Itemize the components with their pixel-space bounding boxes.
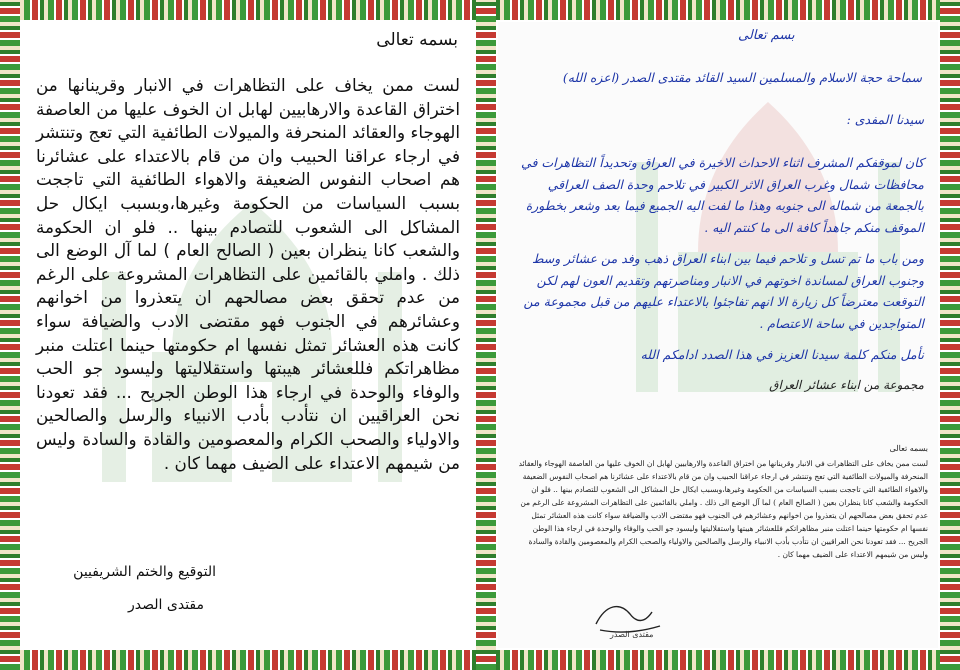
decorative-border-left: [0, 0, 20, 670]
reply-heading: بسمه تعالى: [889, 444, 928, 453]
typed-body-text: لست ممن يخاف على التظاهرات في الانبار وقرينانها من اختراق القاعدة والارهابيين لهابل ان الخوف عليها من العاصفة الهوجاء والعقائد المنحرفة والميولات الطائفية التي تعج وتنتشر في ارجاء عراقنا الحبيب وان من قام بالاعتداء على عشائرنا هم اصحاب النفوس الضعيفة والاهواء الطائفية التي تاججت بسبب السياسات من الحكومة وغيرها،وبسبب ايكال حل المشاكل الى الشعوب للتصادم بينها .. فلو ان الحكومة والشعب كانا ينظران بعين ( الصالح العام ) لما آل الوضع الى ذلك . واملي بالقائمين على التظاهرات المشروعة على الرغم من عدم تحقق بعض مصالحهم ان يتعذروا من اخوانهم وعشائرهم في الجنوب فهو مقتضى الادب والضيافة سواء كانت هذه العشائر تمثل نفسها ام حكومتها حينما اعتلت منبر مظاهراتكم فللعشائر هيبتها واستقلاليتها وليسود جو الحب والوفاء والوحدة في ارجاء هذا الوطن الجريح ... فقد تعودنا نحن العراقيين ان نتأدب بأدب الانبياء والرسل والصالحين والاولياء والصحب الكرام والمعصومين والقادة والسادة وليس من شيمهم الاعتداء على الضيف مهما كان .: [36, 75, 460, 473]
decorative-divider-right: [486, 0, 496, 670]
handwritten-paragraph: كان لموقفكم المشرف اثناء الاحداث الاخيرة في العراق وتحديداً التظاهرات في محافظات شمال وغرب العراق الاثر الكبير في تلاحم وحدة الصف العراقي بالجمعة من شماله الى جنوبه وهذا ما لفت اليه الجميع فيما بعد وشعر بخطورة الموقف منكم جاهداً كافة الى ما كنتم اليه .: [521, 155, 924, 235]
handwritten-title: بسم تعالى: [738, 28, 795, 43]
handwritten-salutation: سيدنا المفدى :: [846, 112, 924, 127]
handwritten-address: سماحة حجة الاسلام والمسلمين السيد القائد مقتدى الصدر (اعزه الله): [562, 70, 922, 85]
reply-signer-name: مقتدى الصدر: [610, 630, 654, 639]
decorative-divider-left: [476, 0, 486, 670]
typed-statement-panel: [22, 22, 474, 648]
handwritten-group-signature: مجموعة من ابناء عشائر العراق: [769, 378, 924, 392]
decorative-border-right: [940, 0, 960, 670]
reply-text: لست ممن يخاف على التظاهرات في الانبار وقرينانها من اختراق القاعدة والارهابيين لهابل ان الخوف عليها من العاصفة الهوجاء والعقائد المنحرفة والميولات الطائفية التي تعج وتنتشر في ارجاء عراقنا الحبيب وان من قام بالاعتداء على عشائرنا هم اصحاب النفوس الضعيفة والاهواء الطائفية التي تاججت بسبب السياسات من الحكومة وغيرها،وبسبب ايكال حل المشاكل الى الشعوب للتصادم بينها .. فلو ان الحكومة والشعب كانا ينظران بعين ( الصالح العام ) لما آل الوضع الى ذلك . واملي بالقائمين على التظاهرات المشروعة على الرغم من عدم تحقق بعض مصالحهم ان يتعذروا من اخوانهم وعشائرهم في الجنوب فهو مقتضى الادب والضيافة سواء كانت هذه العشائر تمثل نفسها ام حكومتها حينما اعتلت منبر مظاهراتكم فللعشائر هيبتها واستقلاليتها وليسود جو الحب والوفاء والوحدة في ارجاء هذا الوطن الجريح ... فقد تعودنا نحن العراقيين ان نتأدب بأدب الانبياء والرسل والصالحين والاولياء والصحب الكرام والمعصومين والقادة والسادة وليس من شيمهم الاعتداء على الضيف مهما كان .: [518, 459, 928, 559]
typed-signature-line: التوقيع والختم الشريفيين: [73, 564, 216, 580]
typed-signer-name: مقتدى الصدر: [128, 597, 204, 613]
handwritten-paragraph: ومن باب ما تم تسل و تلاحم فيما بين ابناء العراق ذهب وفد من عشائر وسط وجنوب العراق لمساندة اخوتهم في الانبار ومناصرتهم وتقديم العون لهم لكن التوقعت معترضاً كل زيارة الا انهم تفاجئوا بالاعتداء عليهم من قبل مجموعة من المتواجدين في ساحة الاعتصام .: [523, 251, 924, 331]
handwritten-letter-panel: [498, 22, 938, 648]
typed-heading: بسمه تعالى: [376, 30, 458, 50]
handwritten-body: [512, 152, 924, 376]
handwritten-paragraph: نأمل منكم كلمة سيدنا العزيز في هذا الصدد ادامكم الله: [640, 347, 924, 362]
handwritten-reply: [514, 442, 928, 610]
